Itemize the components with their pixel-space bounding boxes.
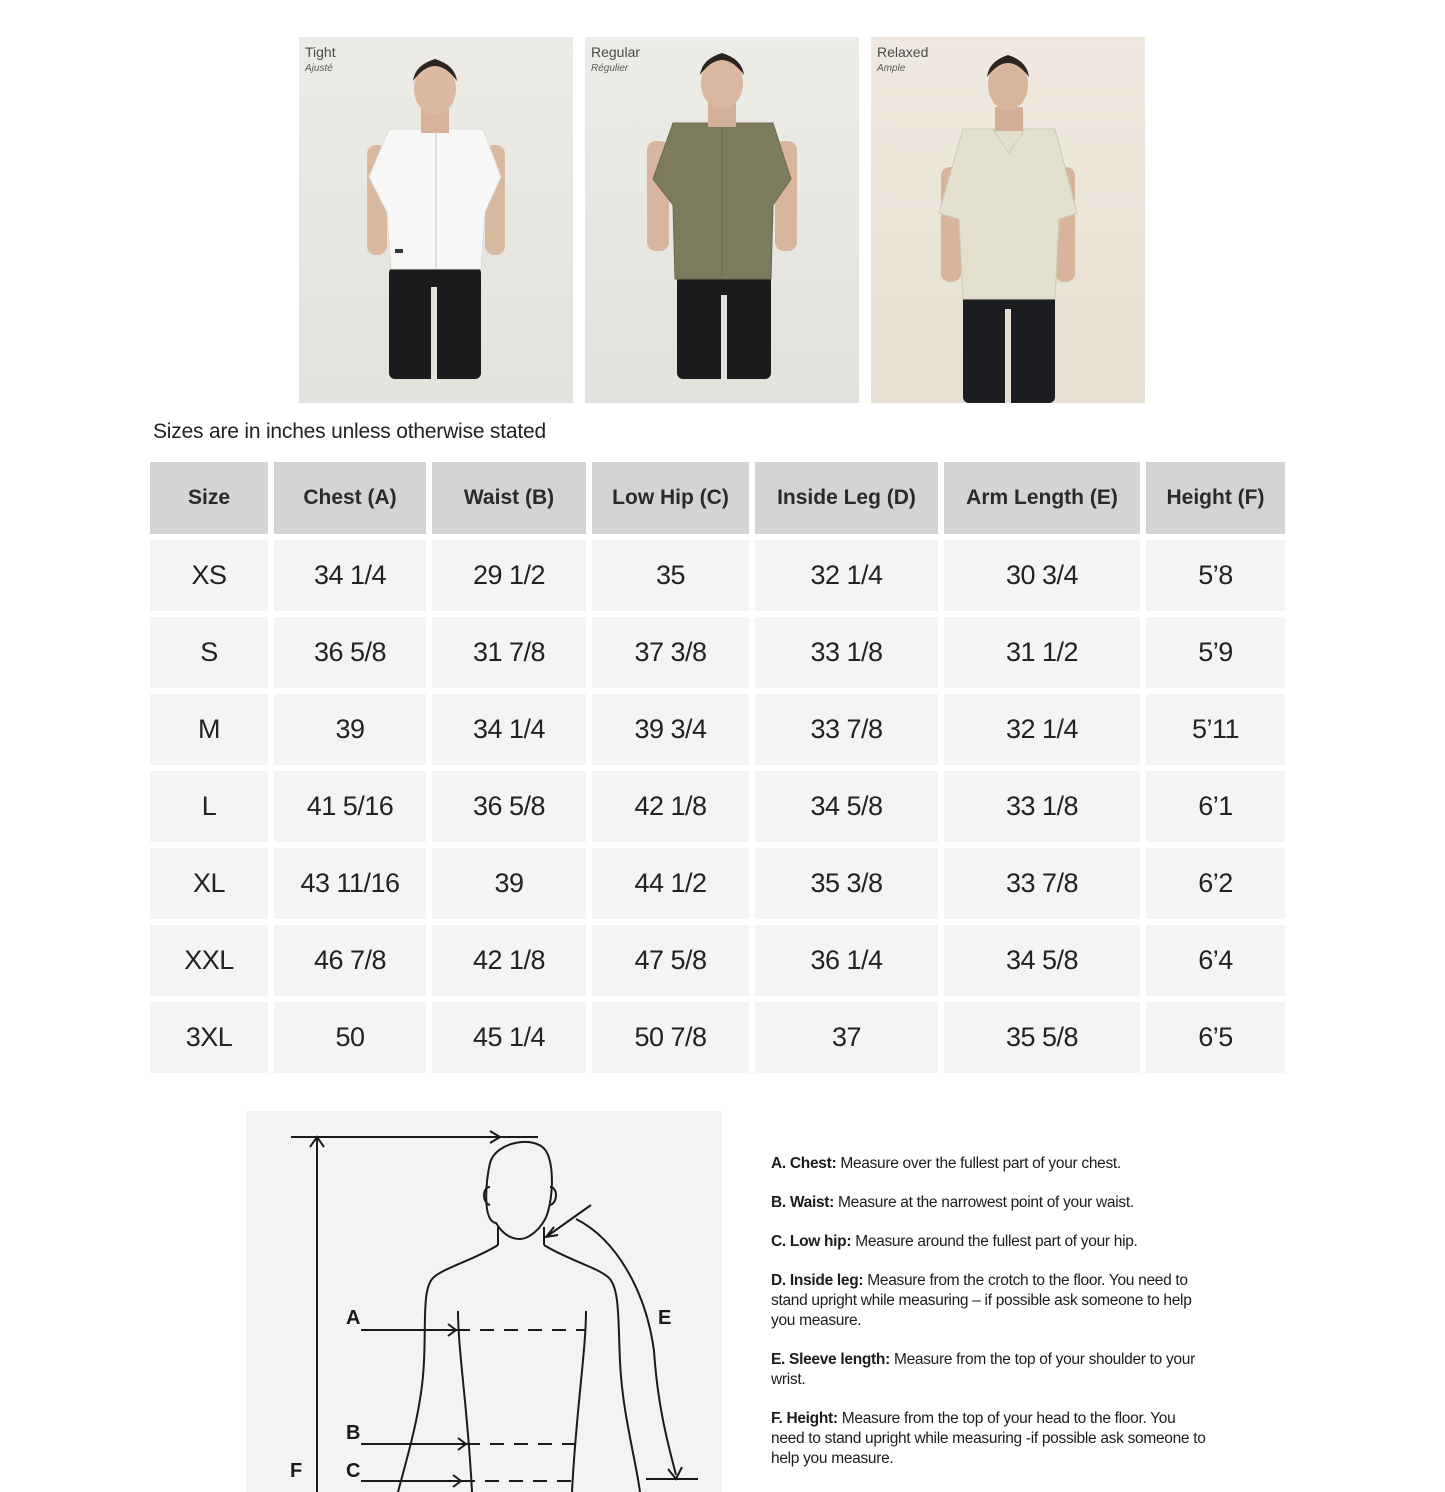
instruction-text: Measure from the top of your head to the floor. You need to stand upright while measuring -if possible ask someone to help you measure. [771,1410,1206,1467]
size-label-cell: L [150,771,268,842]
table-cell: 34 1/4 [274,540,426,611]
instruction-item [771,1154,1211,1174]
fit-label: Tight [305,44,336,60]
table-cell: 6’5 [1146,1002,1285,1073]
instruction-term: B. Waist: [771,1194,835,1211]
instruction-text: Measure over the fullest part of your chest. [836,1155,1121,1172]
instruction-text: Measure from the top of your shoulder to your wrist. [771,1351,1195,1388]
column-header: Chest (A) [274,462,426,534]
diagram-label-c: C [346,1460,361,1482]
table-cell: 33 1/8 [944,771,1140,842]
table-cell: 33 1/8 [755,617,938,688]
table-cell: 6’2 [1146,848,1285,919]
table-cell: 39 [274,694,426,765]
instruction-text: Measure from the crotch to the floor. You need to stand upright while measuring – if possible ask someone to help you measure. [771,1272,1192,1329]
table-cell: 5’11 [1146,694,1285,765]
instruction-term: C. Low hip: [771,1233,852,1250]
units-note: Sizes are in inches unless otherwise stated [153,420,546,443]
size-label-cell: XS [150,540,268,611]
body-outline-illustration [246,1111,722,1492]
table-cell: 39 3/4 [592,694,749,765]
table-cell: 37 3/8 [592,617,749,688]
diagram-label-a: A [346,1307,361,1329]
size-label-cell: 3XL [150,1002,268,1073]
size-label-cell: XL [150,848,268,919]
table-cell: 6’1 [1146,771,1285,842]
table-cell: 36 5/8 [432,771,586,842]
table-cell: 30 3/4 [944,540,1140,611]
column-header: Size [150,462,268,534]
model-relaxed-figure [871,37,1145,403]
table-cell: 43 11/16 [274,848,426,919]
measurement-instructions [771,1154,1211,1488]
model-tight-figure [299,37,573,403]
model-regular-figure [585,37,859,403]
instruction-text: Measure around the fullest part of your hip. [851,1233,1138,1250]
table-cell: 33 7/8 [755,694,938,765]
table-cell: 44 1/2 [592,848,749,919]
table-cell: 31 7/8 [432,617,586,688]
instruction-item [771,1350,1211,1390]
table-cell: 5’9 [1146,617,1285,688]
table-cell: 39 [432,848,586,919]
instruction-item [771,1409,1211,1469]
table-cell: 42 1/8 [592,771,749,842]
table-cell: 32 1/4 [944,694,1140,765]
instruction-item [771,1193,1211,1213]
table-cell: 47 5/8 [592,925,749,996]
column-header: Height (F) [1146,462,1285,534]
table-cell: 29 1/2 [432,540,586,611]
fit-sublabel: Régulier [591,63,629,74]
instruction-term: E. Sleeve length: [771,1351,890,1368]
size-label-cell: S [150,617,268,688]
fit-label: Relaxed [877,44,929,60]
table-cell: 35 3/8 [755,848,938,919]
column-header: Inside Leg (D) [755,462,938,534]
instruction-term: F. Height: [771,1410,838,1427]
column-header: Low Hip (C) [592,462,749,534]
fit-photo-relaxed [871,37,1145,403]
table-cell: 37 [755,1002,938,1073]
table-cell: 42 1/8 [432,925,586,996]
instruction-item [771,1232,1211,1252]
table-cell: 34 5/8 [944,925,1140,996]
size-label-cell: XXL [150,925,268,996]
table-cell: 36 1/4 [755,925,938,996]
diagram-label-b: B [346,1422,361,1444]
fit-label: Regular [591,44,641,60]
fit-photo-tight [299,37,573,403]
instruction-term: A. Chest: [771,1155,837,1172]
column-header: Waist (B) [432,462,586,534]
fit-sublabel: Ample [877,63,906,74]
fit-sublabel: Ajusté [305,63,333,74]
size-label-cell: M [150,694,268,765]
table-cell: 5’8 [1146,540,1285,611]
diagram-label-f: F [290,1460,303,1482]
table-cell: 36 5/8 [274,617,426,688]
instruction-term: D. Inside leg: [771,1272,864,1289]
measurement-diagram [246,1111,722,1492]
table-cell: 32 1/4 [755,540,938,611]
table-cell: 33 7/8 [944,848,1140,919]
table-cell: 50 7/8 [592,1002,749,1073]
table-cell: 50 [274,1002,426,1073]
fit-photo-regular [585,37,859,403]
table-cell: 34 5/8 [755,771,938,842]
table-cell: 35 [592,540,749,611]
table-cell: 6’4 [1146,925,1285,996]
table-cell: 41 5/16 [274,771,426,842]
instruction-text: Measure at the narrowest point of your waist. [834,1194,1134,1211]
table-cell: 35 5/8 [944,1002,1140,1073]
table-cell: 46 7/8 [274,925,426,996]
diagram-label-e: E [658,1307,672,1329]
size-chart-table [150,462,1285,1073]
table-cell: 45 1/4 [432,1002,586,1073]
instruction-item [771,1271,1211,1331]
table-cell: 34 1/4 [432,694,586,765]
column-header: Arm Length (E) [944,462,1140,534]
table-cell: 31 1/2 [944,617,1140,688]
